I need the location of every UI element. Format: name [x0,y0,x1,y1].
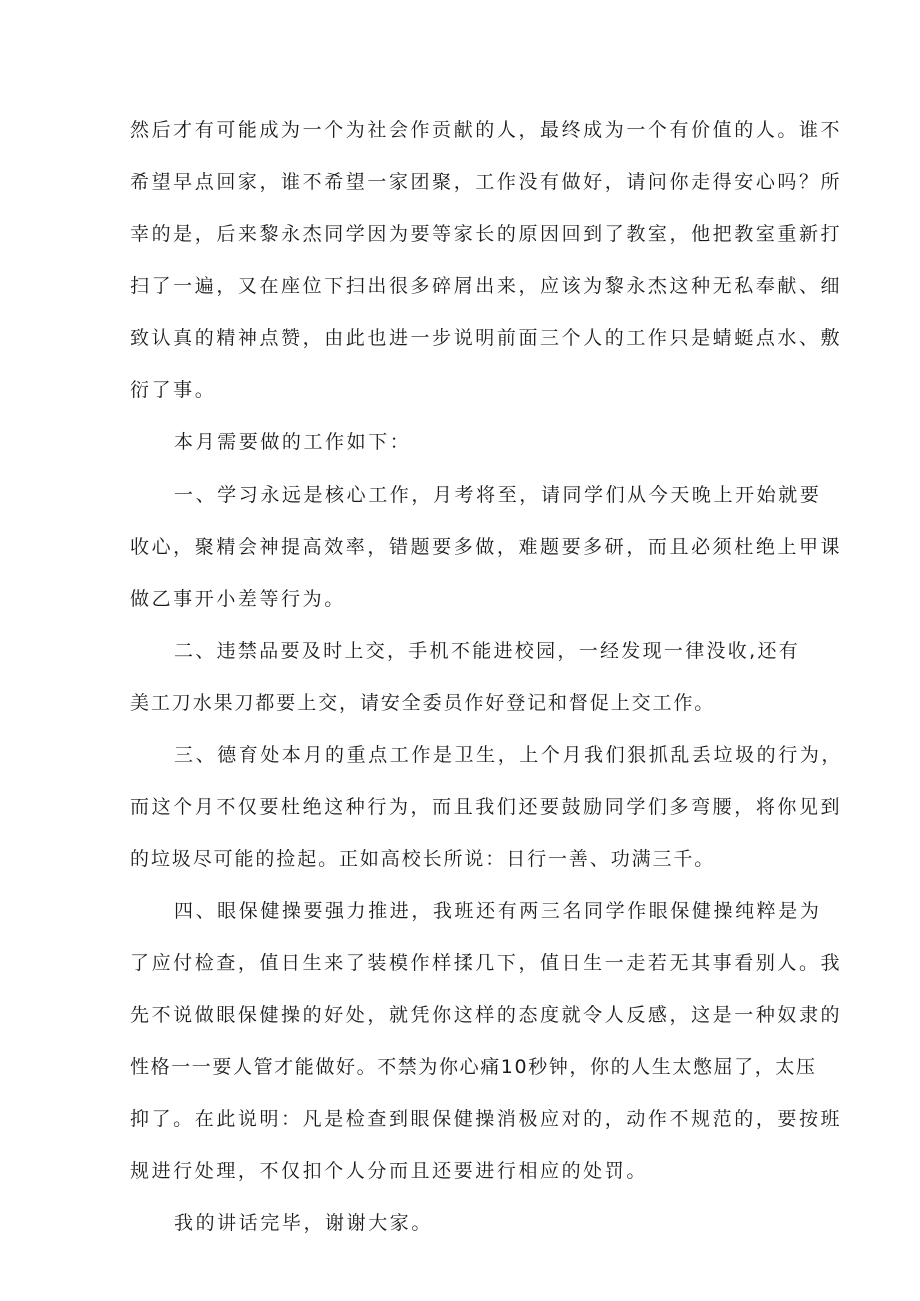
work-list-heading: 本月需要做的工作如下： [174,431,412,453]
item-4-line-2: 了应付检查，值日生来了装模作样揉几下，值日生一走若无其事看别人。我 [130,952,843,974]
item-3-line-1: 三、德育处本月的重点工作是卫生，上个月我们狠抓乱丢垃圾的行为， [174,744,843,766]
closing-line: 我的讲话完毕，谢谢大家。 [174,1212,433,1234]
paragraph-1-line-5: 致认真的精神点赞，由此也进一步说明前面三个人的工作只是蜻蜓点水、敷 [130,327,843,349]
item-4-line-1: 四、眼保健操要强力推进，我班还有两三名同学作眼保健操纯粹是为 [174,900,822,922]
item-1-line-3: 做乙事开小差等行为。 [130,588,346,610]
item-2-line-2: 美工刀水果刀都要上交，请安全委员作好登记和督促上交工作。 [130,692,716,714]
item-4-line-5: 抑了。在此说明：凡是检查到眼保健操消极应对的，动作不规范的，要按班 [130,1108,843,1130]
item-1-line-1: 一、学习永远是核心工作，月考将至，请同学们从今天晚上开始就要 [174,484,822,506]
item-4-line-4: 性格一一要人管才能做好。不禁为你心痛10秒钟，你的人生太憋屈了，太压 [130,1056,817,1078]
item-2-line-1: 二、违禁品要及时上交，手机不能进校园，一经发现一律没收,还有 [174,640,801,662]
paragraph-1-line-3: 幸的是，后来黎永杰同学因为要等家长的原因回到了教室，他把教室重新打 [130,223,843,245]
paragraph-1-line-1: 然后才有可能成为一个为社会作贡献的人，最终成为一个有价值的人。谁不 [130,119,843,141]
paragraph-1-line-4: 扫了一遍，又在座位下扫出很多碎屑出来，应该为黎永杰这种无私奉献、细 [130,275,843,297]
item-4-line-6: 规进行处理，不仅扣个人分而且还要进行相应的处罚。 [130,1160,648,1182]
item-1-line-2: 收心，聚精会神提高效率，错题要多做，难题要多研，而且必须杜绝上甲课 [130,536,843,558]
paragraph-1-line-6: 衍了事。 [130,379,217,401]
item-3-line-3: 的垃圾尽可能的捡起。正如高校长所说：日行一善、功满三千。 [130,848,716,870]
item-4-line-3: 先不说做眼保健操的好处，就凭你这样的态度就令人反感，这是一种奴隶的 [130,1004,843,1026]
item-3-line-2: 而这个月不仅要杜绝这种行为，而且我们还要鼓励同学们多弯腰，将你见到 [130,796,843,818]
paragraph-1-line-2: 希望早点回家，谁不希望一家团聚，工作没有做好，请问你走得安心吗？所 [130,171,843,193]
